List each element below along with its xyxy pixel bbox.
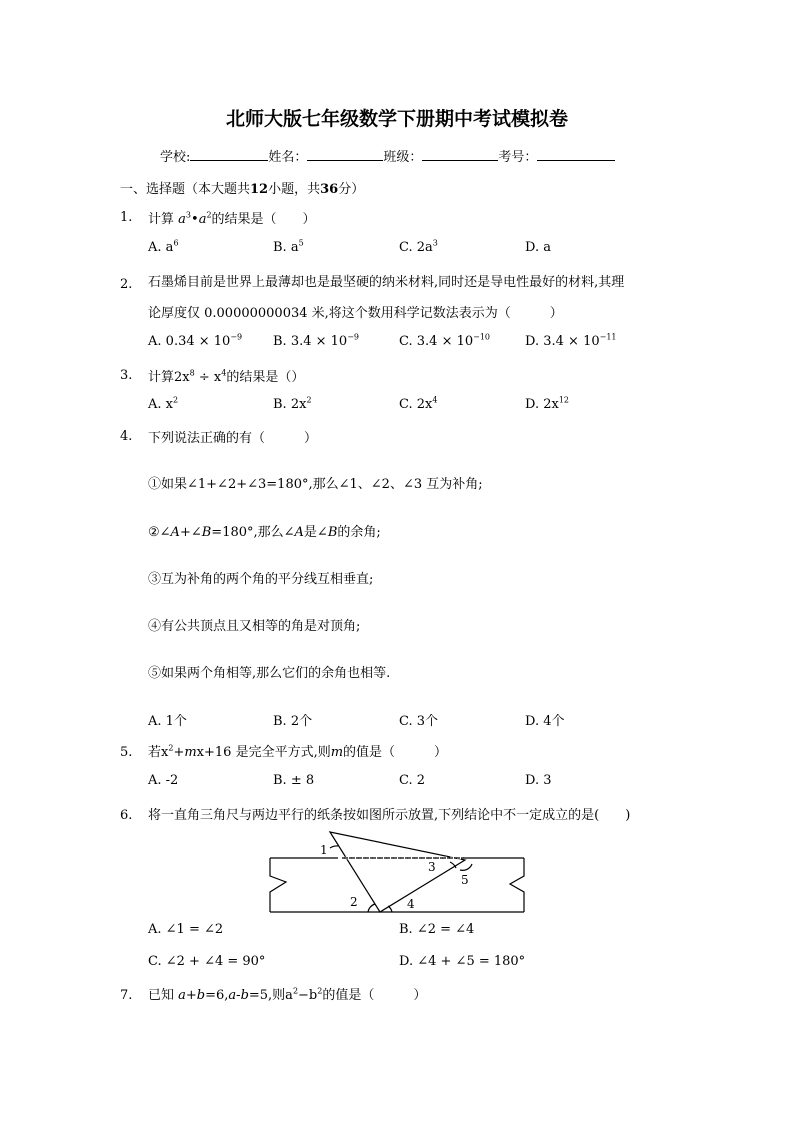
question-4-option-c[interactable]: C. 3个 — [399, 714, 439, 729]
question-4-statement-2: ②∠A+∠B=180°,那么∠A是∠B的余角; — [148, 525, 381, 540]
school-label: 学校: — [160, 150, 191, 165]
question-6-option-b[interactable]: B. ∠2 = ∠4 — [399, 922, 475, 937]
question-2-option-c[interactable]: C. $3.4 \times 10^{-10}$ — [399, 332, 491, 349]
question-2-option-b[interactable]: B. $3.4 \times 10^{-9}$ — [273, 332, 359, 349]
angle-label-1: 1 — [320, 843, 328, 857]
question-1-option-b[interactable]: B. $a^5$ — [273, 238, 304, 255]
question-5-number: 5. — [120, 745, 133, 760]
question-7-number: 7. — [120, 988, 133, 1003]
question-4-statement-5: ⑤如果两个角相等,那么它们的余角也相等. — [148, 666, 391, 681]
class-blank[interactable] — [422, 148, 498, 161]
class-label: 班级： — [383, 150, 423, 165]
number-label: 考号： — [498, 150, 538, 165]
question-3-stem: 计算$2x^8 \div x^4$的结果是（） — [148, 368, 305, 385]
angle-4-arc — [388, 906, 392, 912]
question-3-option-d[interactable]: D. $2x^{12}$ — [525, 395, 570, 412]
question-4-option-d[interactable]: D. 4个 — [525, 714, 565, 729]
question-4-number: 4. — [120, 429, 133, 444]
angle-5-arc — [460, 864, 472, 870]
question-4-statement-4: ④有公共顶点且又相等的角是对顶角; — [148, 619, 361, 634]
question-5-stem: 若$x^2+mx+16$ 是完全平方式,则m的值是（ ） — [148, 743, 448, 760]
question-6-stem: 将一直角三角尺与两边平行的纸条按如图所示放置,下列结论中不一定成立的是( ) — [148, 808, 631, 823]
strip-right-break — [510, 858, 524, 912]
question-1-number: 1. — [120, 210, 133, 225]
angle-label-3: 3 — [428, 860, 436, 874]
question-6-option-d[interactable]: D. ∠4 + ∠5 = 180° — [399, 954, 526, 969]
question-2-option-a[interactable]: A. $0.34 \times 10^{-9}$ — [148, 332, 243, 349]
name-blank[interactable] — [307, 148, 383, 161]
question-3-number: 3. — [120, 368, 133, 383]
question-6-option-a[interactable]: A. ∠1 = ∠2 — [148, 922, 224, 937]
question-6-figure — [260, 826, 540, 918]
question-1-option-c[interactable]: C. $2a^3$ — [399, 238, 438, 255]
question-2-line-1: 石墨烯目前是世界上最薄却也是最坚硬的纳米材料,同时还是导电性最好的材料,其理 — [148, 275, 625, 290]
angle-label-5: 5 — [461, 873, 469, 887]
question-6-number: 6. — [120, 808, 133, 823]
question-3-option-c[interactable]: C. $2x^4$ — [399, 395, 438, 412]
section-heading: 一、选择题（本大题共12小题，共36分） — [120, 182, 365, 197]
angle-2-arc — [368, 904, 375, 912]
name-label: 姓名： — [268, 150, 308, 165]
question-2-option-d[interactable]: D. $3.4 \times 10^{-11}$ — [525, 332, 617, 349]
question-1-option-a[interactable]: A. $a^6$ — [148, 238, 179, 255]
question-5-option-d[interactable]: D. 3 — [525, 773, 552, 788]
angle-label-4: 4 — [407, 897, 415, 911]
question-5-option-c[interactable]: C. 2 — [399, 773, 426, 788]
school-blank[interactable] — [190, 148, 268, 161]
angle-label-2: 2 — [350, 895, 358, 909]
question-2-line-2: 论厚度仅 0.00000000034 米,将这个数用科学记数法表示为（ ） — [148, 306, 563, 321]
number-blank[interactable] — [537, 148, 615, 161]
question-7-stem: 已知 a+b=6,a-b=5,则$a^2-b^2$的值是（ ） — [148, 986, 427, 1003]
question-4-statement-1: ①如果∠1+∠2+∠3=180°,那么∠1、∠2、∠3 互为补角; — [148, 477, 483, 492]
page-title: 北师大版七年级数学下册期中考试模拟卷 — [225, 108, 568, 130]
question-2-number: 2. — [120, 277, 133, 292]
question-5-option-b[interactable]: B. ± 8 — [273, 773, 315, 788]
strip-left-break — [270, 858, 286, 912]
question-3-option-b[interactable]: B. $2x^2$ — [273, 395, 312, 412]
question-1-option-d[interactable]: D. a — [525, 240, 551, 255]
question-1-stem: 计算 $a^3•a^2$的结果是（ ） — [148, 210, 316, 227]
question-6-option-c[interactable]: C. ∠2 + ∠4 = 90° — [148, 954, 266, 969]
angle-1-arc — [330, 846, 338, 848]
student-info-line — [160, 146, 615, 165]
question-4-option-b[interactable]: B. 2个 — [273, 714, 313, 729]
question-3-option-a[interactable]: A. $x^2$ — [148, 395, 179, 412]
question-4-stem: 下列说法正确的有（ ） — [148, 431, 318, 446]
total-score: 36 — [320, 182, 339, 197]
question-count: 12 — [250, 182, 269, 197]
question-4-option-a[interactable]: A. 1个 — [148, 714, 187, 729]
question-4-statement-3: ③互为补角的两个角的平分线互相垂直; — [148, 572, 374, 587]
question-5-option-a[interactable]: A. -2 — [148, 773, 179, 788]
